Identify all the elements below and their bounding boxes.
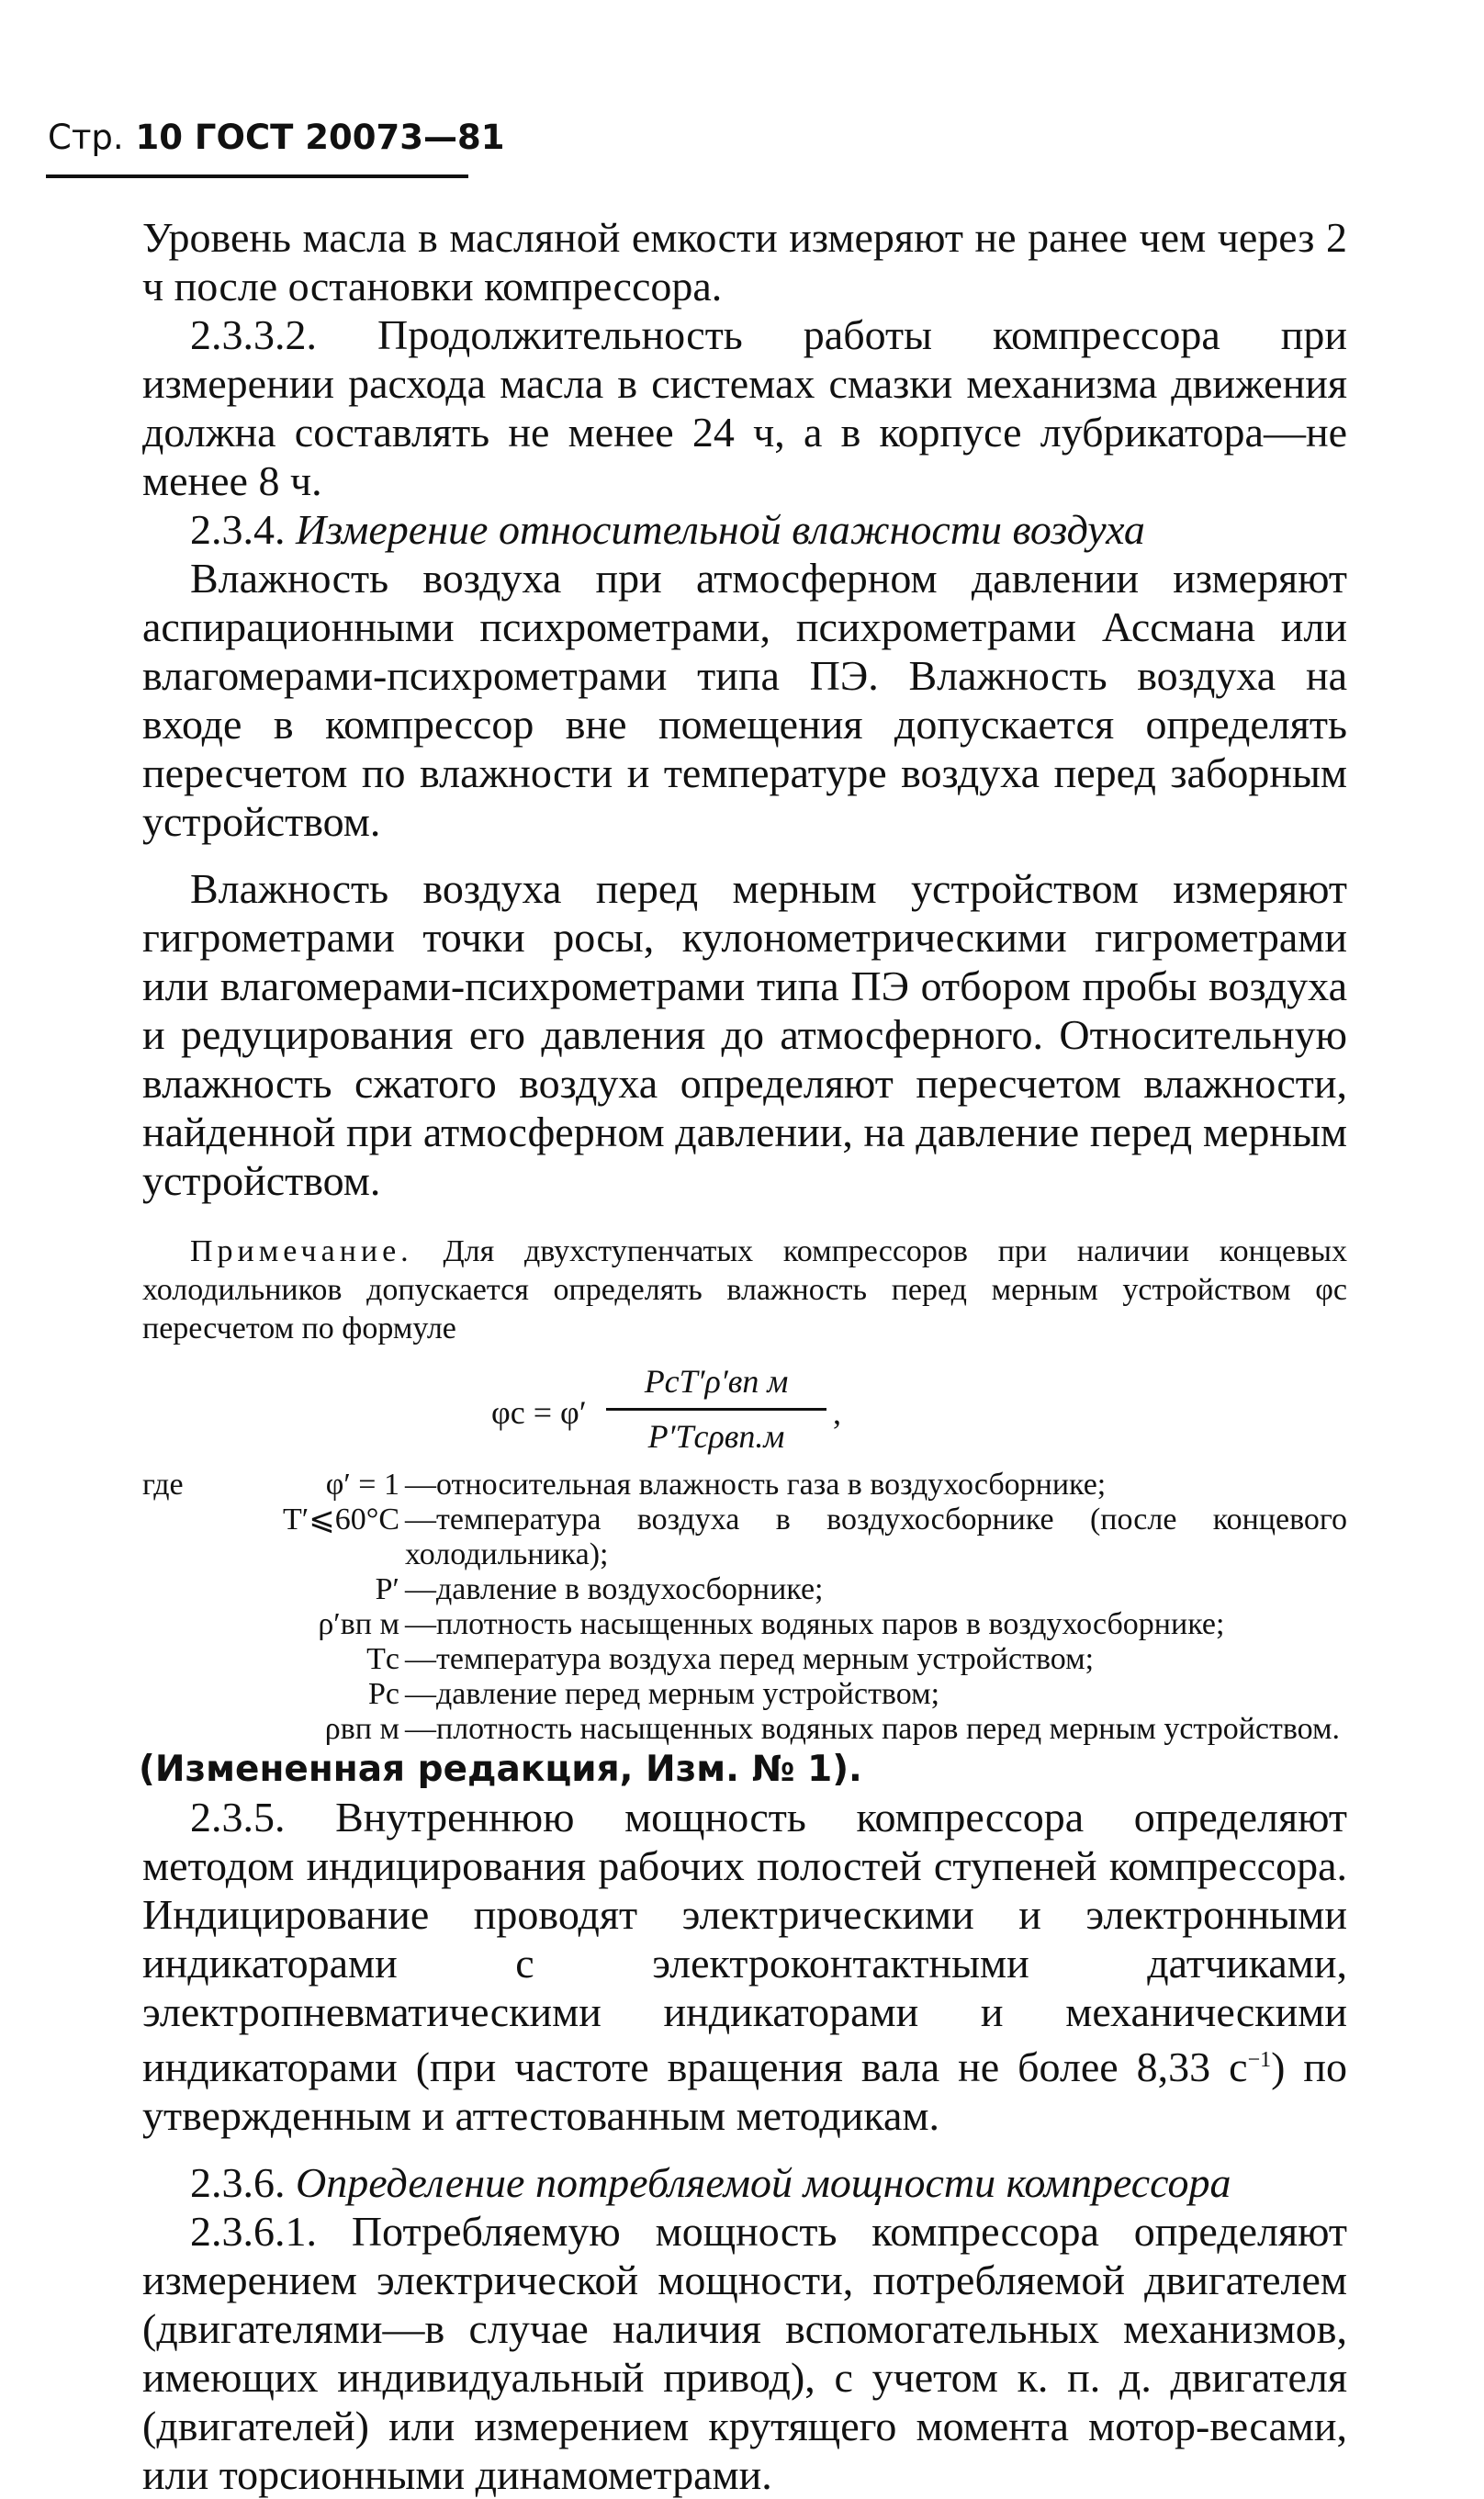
legend-description: —плотность насыщенных водяных паров в воздухосборнике; — [405, 1607, 1225, 1641]
header-rule — [46, 174, 468, 178]
formula-comma: , — [833, 1394, 841, 1431]
section-number: 2.3.4. — [190, 506, 286, 553]
formula-lhs: φс = φ′ — [491, 1394, 587, 1431]
formula-fraction — [606, 1357, 826, 1461]
legend-symbol: φ′ = 1 — [325, 1468, 399, 1502]
note — [142, 1233, 1347, 1348]
formula-legend — [142, 1468, 1347, 1747]
paragraph-humidity-metering: Влажность воздуха перед мерным устройством измеряют гигрометрами точки росы, кулонометрическими гигрометрами или влагомерами-психрометрами типа ПЭ отбором пробы воздуха и редуцирования его давления до атмосферного. Относительную влажность сжатого воздуха определяют пересчетом влажности, найденной при атмосферном давлении, на давление перед мерным устройством. — [142, 865, 1347, 1204]
paragraph-2-3-5 — [142, 1793, 1347, 2140]
legend-row — [142, 1642, 1347, 1677]
paragraph-2-3-3-2: 2.3.3.2. Продолжительность работы компрессора при измерении расхода масла в системах смазки механизма движения должна составлять не менее 24 ч, а в корпусе лубрикатора—не менее 8 ч. — [142, 311, 1347, 504]
paragraph-oil-level: Уровень масла в масляной емкости измеряют не ранее чем через 2 ч после остановки компрессора. — [142, 214, 1347, 310]
note-text: Для двухступенчатых компрессоров при наличии концевых холодильников допускается определять влажность перед мерным устройством φс пересчетом по формуле — [142, 1234, 1347, 1345]
legend-row — [142, 1468, 1347, 1503]
note-label: Примечание. — [190, 1234, 413, 1268]
legend-where: где — [142, 1468, 184, 1502]
legend-symbol: P′ — [375, 1572, 399, 1606]
legend-row — [142, 1677, 1347, 1712]
section-title: Определение потребляемой мощности компрессора — [296, 2159, 1231, 2206]
section-number: 2.3.6. — [190, 2159, 286, 2206]
legend-symbol: Pс — [368, 1677, 399, 1711]
paragraph-humidity-atmospheric: Влажность воздуха при атмосферном давлении измеряют аспирационными психрометрами, психрометрами Ассмана или влагомерами-психрометрами типа ПЭ. Влажность воздуха на входе в компрессор вне помещения допускается определять пересчетом по влажности и температуре воздуха перед заборным устройством. — [142, 555, 1347, 845]
legend-symbol: Tс — [366, 1642, 399, 1676]
amendment-note: (Измененная редакция, Изм. № 1). — [139, 1749, 862, 1790]
section-2-3-6-heading — [142, 2158, 1347, 2207]
legend-description: —относительная влажность газа в воздухосборнике; — [405, 1468, 1107, 1502]
body-text — [139, 213, 1347, 2499]
legend-symbol: ρвп м — [324, 1712, 399, 1746]
section-2-3-4-heading — [142, 505, 1347, 554]
formula-denominator: P′Tсρвп.м — [647, 1418, 785, 1455]
legend-description: —плотность насыщенных водяных паров перед мерным устройством. — [405, 1712, 1341, 1746]
standard-code: ГОСТ 20073—81 — [194, 118, 505, 157]
legend-description: —температура воздуха в воздухосборнике (после концевого холодильника); — [405, 1503, 1347, 1571]
legend-row — [142, 1503, 1347, 1572]
legend-row — [142, 1712, 1347, 1747]
section-title: Измерение относительной влажности воздуха — [296, 506, 1145, 553]
legend-description: —давление в воздухосборнике; — [405, 1572, 824, 1606]
page-header — [48, 118, 504, 157]
paragraph-2-3-5-text: 2.3.5. Внутреннюю мощность компрессора определяют методом индицирования рабочих полостей ступеней компрессора. Индицирование проводят электрическими и электронными индикаторами с электроконтактными датчиками, электропневматическими индикаторами и механическими индикаторами (при частоте вращения вала не более 8,33 с — [142, 1794, 1347, 2090]
legend-row — [142, 1607, 1347, 1642]
legend-symbol: T′⩽60°С — [283, 1503, 399, 1537]
legend-description: —давление перед мерным устройством; — [405, 1677, 940, 1711]
legend-description: —температура воздуха перед мерным устройством; — [405, 1642, 1095, 1676]
legend-symbol: ρ′вп м — [318, 1607, 399, 1641]
humidity-formula — [142, 1357, 1347, 1468]
legend-row — [142, 1572, 1347, 1607]
formula-numerator: PсT′ρ′вп м — [606, 1357, 826, 1411]
paragraph-2-3-6-1: 2.3.6.1. Потребляемую мощность компрессора определяют измерением электрической мощности, потребляемой двигателем (двигателями—в случае наличия вспомогательных механизмов, имеющих индивидуальный привод), с учетом к. п. д. двигателя (двигателей) или измерением крутящего момента мотор-весами, или торсионными динамометрами. — [142, 2208, 1347, 2498]
paragraph-2-3-5-end: ) по утвержденным и аттестованным методикам. — [142, 2043, 1347, 2139]
page-number: 10 — [135, 118, 184, 157]
exponent: −1 — [1247, 2048, 1272, 2072]
page-prefix: Стр. — [48, 118, 124, 157]
